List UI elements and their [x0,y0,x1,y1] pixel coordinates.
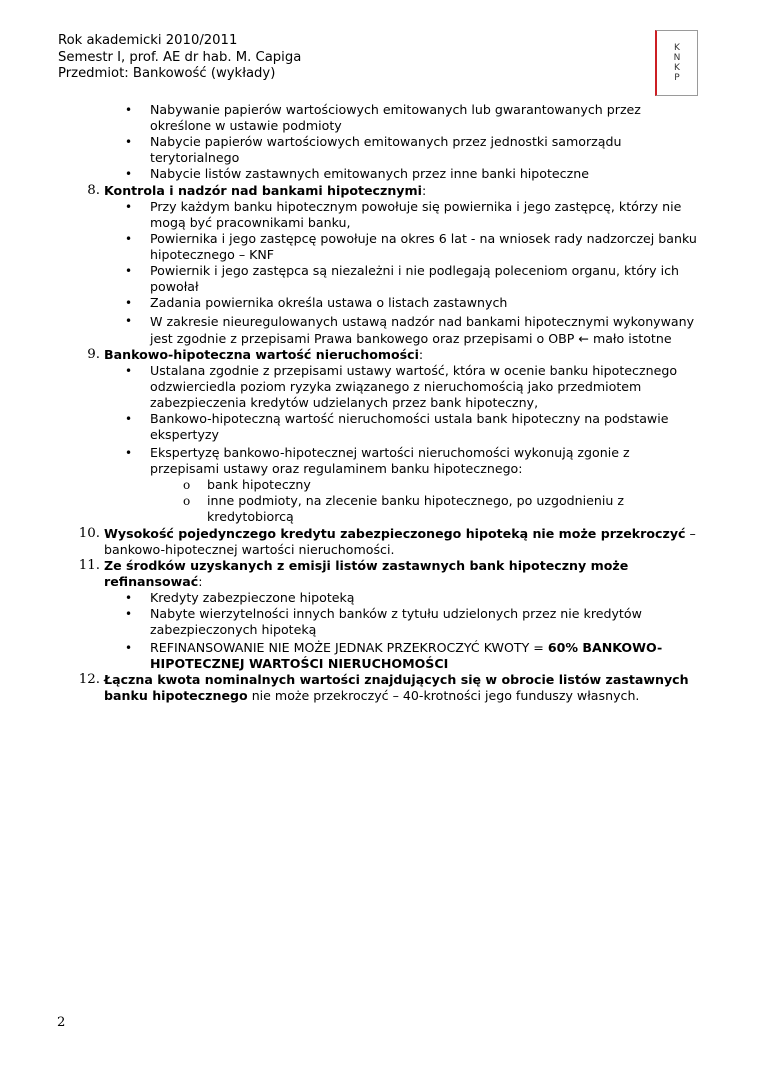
list-item: • W zakresie nieuregulowanych ustawą nadzór nad bankami hipotecznymi wykonywany jest zgodnie z przepisami Prawa bankowego oraz przepisami o OBP ← mało istotne [125,314,695,346]
logo-letter: K [674,43,680,53]
numbered-item-12: 12. Łączna kwota nominalnych wartości znajdujących się w obrocie listów zastawnych banku hipotecznego nie może przekroczyć – 40-krotności jego funduszy własnych. [0,672,704,704]
item-number: 12. [78,672,100,687]
bullet-icon: • [125,200,133,214]
bullet-icon: • [125,232,133,246]
bullet-icon: • [125,591,133,605]
bullet-icon: • [125,135,133,149]
item-title: Kontrola i nadzór nad bankami hipotecznymi [104,183,422,198]
sub-list-item: o bank hipoteczny [183,477,311,492]
numbered-item-8: 8. Kontrola i nadzór nad bankami hipotecznymi: [0,183,704,199]
item-title: Ze środków uzyskanych z emisji listów zastawnych bank hipoteczny może refinansować [104,558,629,589]
item-number: 8. [87,183,100,198]
document-body [0,102,760,704]
list-item: • Nabycie listów zastawnych emitowanych przez inne banki hipoteczne [125,166,589,181]
bullet-icon: • [125,314,133,328]
list-item: • Bankowo-hipoteczną wartość nieruchomości ustala bank hipoteczny na podstawie ekspertyzy [125,411,669,442]
header-semester: Semestr I, prof. AE dr hab. M. Capiga [58,49,302,65]
list-item: • Nabyte wierzytelności innych banków z tytułu udzielonych przez nie kredytów zabezpieczonych hipoteką [125,606,642,637]
list-item: • Nabywanie papierów wartościowych emitowanych lub gwarantowanych przez określone w ustawie podmioty [125,102,641,133]
item-title: Bankowo-hipoteczna wartość nieruchomości [104,347,419,362]
circle-bullet-icon: o [183,494,191,508]
header-academic-year: Rok akademicki 2010/2011 [58,33,238,48]
numbered-item-11: 11. Ze środków uzyskanych z emisji listów zastawnych bank hipoteczny może refinansować: [0,558,704,590]
numbered-item-10: 10. Wysokość pojedynczego kredytu zabezpieczonego hipoteką nie może przekroczyć – bankowo-hipotecznej wartości nieruchomości. [0,526,704,558]
circle-bullet-icon: o [183,478,191,492]
bullet-icon: • [125,167,133,181]
list-item: • REFINANSOWANIE NIE MOŻE JEDNAK PRZEKROCZYĆ KWOTY = 60% BANKOWO-HIPOTECZNEJ WARTOŚCI NIERUCHOMOŚCI [125,640,663,671]
bullet-icon: • [125,412,133,426]
list-item: • Przy każdym banku hipotecznym powołuje się powiernika i jego zastępcę, którzy nie mogą być pracownikami banku, [125,199,682,230]
list-item: • Ekspertyzę bankowo-hipotecznej wartości nieruchomości wykonują zgonie z przepisami ustawy oraz regulaminem banku hipotecznego: [125,445,630,476]
sub-list-item: o inne podmioty, na zlecenie banku hipotecznego, po uzgodnieniu z kredytobiorcą [183,493,624,524]
knkp-logo [655,30,698,96]
item-number: 10. [78,526,100,541]
list-item: • Powiernika i jego zastępcę powołuje na okres 6 lat - na wniosek rady nadzorczej banku hipotecznego – KNF [125,231,697,262]
item-number: 9. [87,347,100,362]
numbered-item-9: 9. Bankowo-hipoteczna wartość nieruchomości: [0,347,704,363]
document-header [58,33,301,83]
item-number: 11. [78,558,100,573]
logo-letter: P [674,73,680,83]
list-item: • Nabycie papierów wartościowych emitowanych przez jednostki samorządu terytorialnego [125,134,622,165]
page-number: 2 [57,1015,66,1030]
list-item: • Zadania powiernika określa ustawa o listach zastawnych [125,295,508,310]
refinancing-limit: 60% BANKOWO-HIPOTECZNEJ WARTOŚCI NIERUCHOMOŚCI [150,640,663,671]
bullet-icon: • [125,607,133,621]
list-item: • Ustalana zgodnie z przepisami ustawy wartość, która w ocenie banku hipotecznego odzwierciedla poziom ryzyka związanego z nieruchomością jako przedmiotem zabezpieczenia kredytów udzielanych przez bank hipoteczny, [125,363,678,410]
bullet-icon: • [125,641,133,655]
bullet-icon: • [125,446,133,460]
item-bold-text: Łączna kwota nominalnych wartości znajdujących się w obrocie listów zastawnych banku hipotecznego [104,672,689,703]
bullet-icon: • [125,296,133,310]
item-bold-text: Wysokość pojedynczego kredytu zabezpieczonego hipoteką nie może przekroczyć [104,526,686,541]
bullet-icon: • [125,364,133,378]
logo-letter: K [674,63,680,73]
logo-letter: N [673,53,681,63]
header-subject: Przedmiot: Bankowość (wykłady) [58,66,276,81]
list-item: • Kredyty zabezpieczone hipoteką [125,590,355,605]
list-item: • Powiernik i jego zastępca są niezależni i nie podlegają poleceniom organu, który ich powołał [125,263,679,294]
bullet-icon: • [125,103,133,117]
bullet-icon: • [125,264,133,278]
